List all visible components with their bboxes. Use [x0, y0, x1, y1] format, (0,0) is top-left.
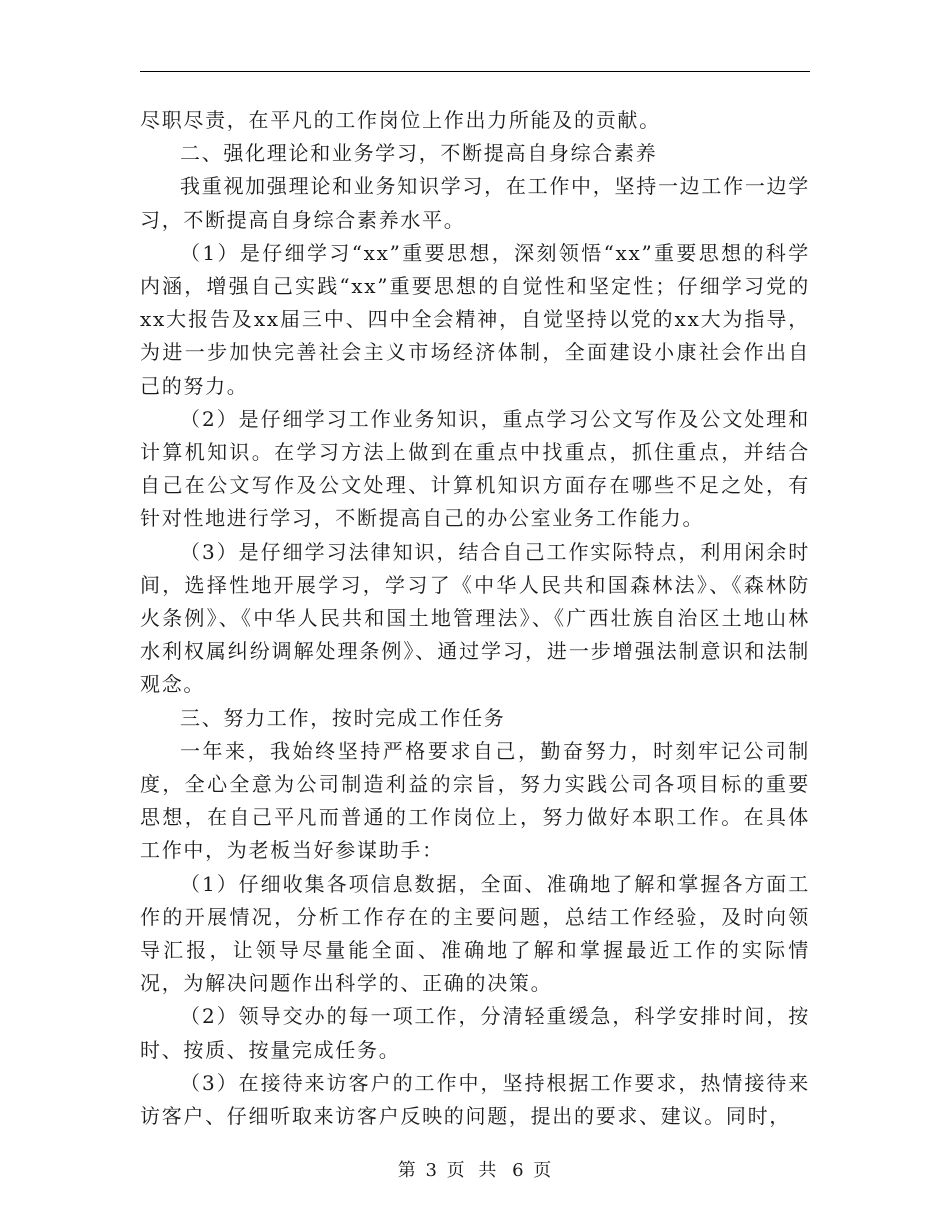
- footer-total-word: 共: [478, 1160, 498, 1181]
- paragraph: 一年来，我始终坚持严格要求自己，勤奋努力，时刻牢记公司制度，全心全意为公司制造利益的宗旨，努力实践公司各项目标的重要思想，在自己平凡而普通的工作岗位上，努力做好本职工作。在具体工作中，为老板当好参谋助手：: [140, 738, 810, 863]
- footer-page-word: 页: [446, 1160, 466, 1181]
- list-item: （2）是仔细学习工作业务知识，重点学习公文写作及公文处理和计算机知识。在学习方法上做到在重点中找重点，抓住重点，并结合自己在公文写作及公文处理、计算机知识方面存在哪些不足之处，有针对性地进行学习，不断提高自己的办公室业务工作能力。: [140, 406, 810, 531]
- list-item: （3）是仔细学习法律知识，结合自己工作实际特点，利用闲余时间，选择性地开展学习，学习了《中华人民共和国森林法》、《森林防火条例》、《中华人民共和国土地管理法》、《广西壮族自治区土地山林水利权属纠纷调解处理条例》、通过学习，进一步增强法制意识和法制观念。: [140, 539, 810, 697]
- document-body: [140, 104, 810, 1133]
- section-heading: 三、努力工作，按时完成工作任务: [180, 705, 506, 730]
- footer-prefix: 第: [397, 1160, 417, 1181]
- list-item: （1）是仔细学习“xx”重要思想，深刻领悟“xx”重要思想的科学内涵，增强自己实践“xx”重要思想的自觉性和坚定性；仔细学习党的xx大报告及xx届三中、四中全会精神，自觉坚持以党的xx大为指导，为进一步加快完善社会主义市场经济体制，全面建设小康社会作出自己的努力。: [140, 240, 810, 398]
- page-footer: [0, 1156, 950, 1182]
- section-heading: 二、强化理论和业务学习，不断提高自身综合素养: [180, 141, 658, 166]
- current-page-number: 3: [425, 1160, 438, 1181]
- list-item: （2）领导交办的每一项工作，分清轻重缓急，科学安排时间，按时、按质、按量完成任务。: [140, 1004, 810, 1062]
- header-rule: [140, 71, 810, 72]
- total-pages-number: 6: [512, 1160, 525, 1181]
- paragraph: 我重视加强理论和业务知识学习，在工作中，坚持一边工作一边学习，不断提高自身综合素养水平。: [140, 174, 810, 232]
- footer-suffix: 页: [533, 1160, 553, 1181]
- list-item: （3）在接待来访客户的工作中，坚持根据工作要求，热情接待来访客户、仔细听取来访客户反映的问题，提出的要求、建议。同时，: [140, 1070, 810, 1129]
- paragraph: 尽职尽责，在平凡的工作岗位上作出力所能及的贡献。: [140, 108, 661, 132]
- list-item: （1）仔细收集各项信息数据，全面、准确地了解和掌握各方面工作的开展情况，分析工作存在的主要问题，总结工作经验，及时向领导汇报，让领导尽量能全面、准确地了解和掌握最近工作的实际情况，为解决问题作出科学的、正确的决策。: [140, 871, 810, 996]
